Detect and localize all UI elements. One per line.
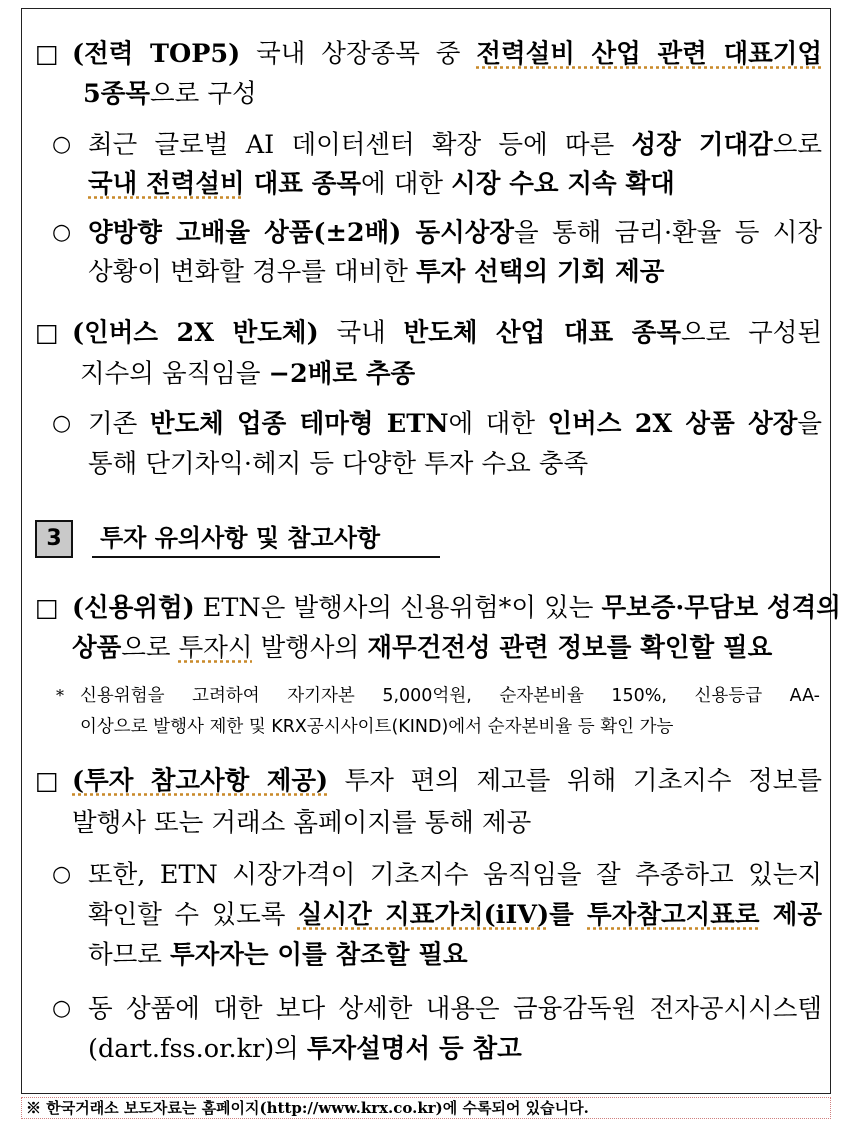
text-line: 국내 전력설비 대표 종목에 대한 시장 수요 지속 확대 (88, 169, 675, 199)
text-line: 5종목으로 구성 (83, 79, 257, 109)
text-line: 하므로 투자자는 이를 참조할 필요 (88, 940, 468, 970)
text-line: 발행사 또는 거래소 홈페이지를 통해 제공 (72, 808, 532, 838)
text-line: (투자 참고사항 제공) 투자 편의 제고를 위해 기초지수 정보를 (72, 766, 823, 796)
text-line: 확인할 수 있도록 실시간 지표가치(iIV)를 투자참고지표로 제공 (88, 900, 823, 930)
text-line: 동 상품에 대한 보다 상세한 내용은 금융감독원 전자공시시스템 (88, 994, 822, 1024)
section-title: 투자 유의사항 및 참고사항 (92, 520, 440, 558)
footer-note: ※ 한국거래소 보도자료는 홈페이지(http://www.krx.co.kr)에 수록되어 있습니다. (21, 1097, 831, 1119)
circle-bullet: ○ (52, 411, 72, 436)
section-number: 3 (35, 520, 73, 558)
text-line: (신용위험) ETN은 발행사의 신용위험*이 있는 무보증·무담보 성격의 (72, 593, 841, 623)
circle-bullet: ○ (52, 862, 72, 887)
text-line: 기존 반도체 업종 테마형 ETN에 대한 인버스 2X 상품 상장을 (88, 409, 822, 439)
square-bullet: □ (35, 39, 59, 68)
circle-bullet: ○ (52, 996, 72, 1021)
text-line: 최근 글로벌 AI 데이터센터 확장 등에 따른 성장 기대감으로 (88, 130, 823, 160)
square-bullet: □ (35, 593, 59, 622)
text-line: 또한, ETN 시장가격이 기초지수 움직임을 잘 추종하고 있는지 (88, 860, 822, 890)
text-line: 상황이 변화할 경우를 대비한 투자 선택의 기회 제공 (88, 257, 665, 287)
text-line: (dart.fss.or.kr)의 투자설명서 등 참고 (88, 1034, 522, 1064)
text-line: (인버스 2X 반도체) 국내 반도체 산업 대표 종목으로 구성된 (72, 318, 822, 348)
text-line: 양방향 고배율 상품(±2배) 동시상장을 통해 금리·환율 등 시장 (88, 218, 823, 248)
footnote-line: 신용위험을 고려하여 자기자본 5,000억원, 순자본비율 150%, 신용등급 AA- (80, 686, 820, 706)
text-line: 지수의 움직임을 −2배로 추종 (80, 359, 416, 389)
circle-bullet: ○ (52, 132, 72, 157)
square-bullet: □ (35, 318, 59, 347)
footnote-line: 이상으로 발행사 제한 및 KRX공시사이트(KIND)에서 순자본비율 등 확인 가능 (80, 717, 674, 737)
footnote-star: * (56, 686, 64, 705)
text-line: (전력 TOP5) 국내 상장종목 중 전력설비 산업 관련 대표기업 (72, 39, 823, 69)
square-bullet: □ (35, 766, 59, 795)
text-line: 통해 단기차익·헤지 등 다양한 투자 수요 충족 (88, 449, 589, 479)
circle-bullet: ○ (52, 220, 72, 245)
text-line: 상품으로 투자시 발행사의 재무건전성 관련 정보를 확인할 필요 (72, 633, 773, 663)
